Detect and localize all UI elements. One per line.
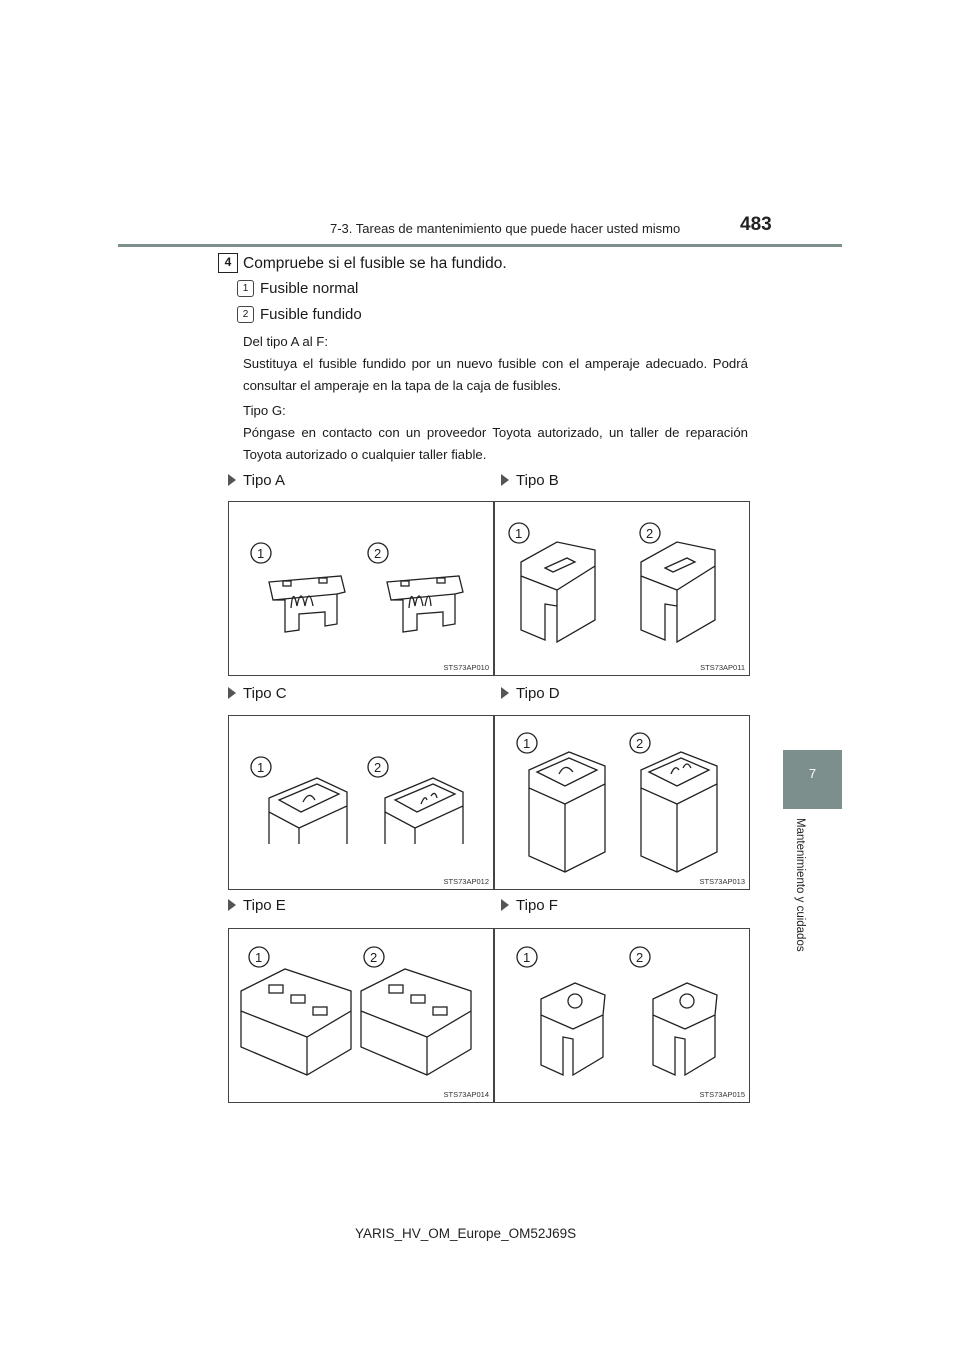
- svg-text:2: 2: [646, 526, 654, 541]
- figure-type-f: [494, 928, 750, 1103]
- figure-code: STS73AP012: [443, 877, 489, 886]
- legend-number-2: 2: [237, 306, 254, 323]
- fuse-type-e-illustration: [229, 929, 493, 1102]
- figure-type-b: [494, 501, 750, 676]
- fuse-type-c-illustration: [229, 716, 493, 889]
- legend-number-1: 1: [237, 280, 254, 297]
- svg-text:1: 1: [523, 736, 531, 751]
- arrow-right-icon: [501, 899, 509, 911]
- svg-text:1: 1: [515, 526, 523, 541]
- arrow-right-icon: [228, 474, 236, 486]
- svg-text:2: 2: [374, 546, 382, 561]
- fuse-type-a-illustration: [229, 502, 493, 675]
- fuse-type-f-illustration: [495, 929, 749, 1102]
- step-number-badge: 4: [218, 253, 238, 273]
- legend-label-blown: Fusible fundido: [260, 306, 362, 323]
- figure-code: STS73AP011: [700, 663, 745, 672]
- arrow-right-icon: [228, 899, 236, 911]
- svg-text:1: 1: [255, 950, 263, 965]
- fuse-type-b-illustration: [495, 502, 749, 675]
- svg-text:2: 2: [370, 950, 378, 965]
- type-a-label: Tipo A: [228, 472, 285, 489]
- chapter-tab: 7: [783, 750, 842, 809]
- arrow-right-icon: [501, 474, 509, 486]
- instruction-heading-g: Tipo G:: [243, 403, 286, 418]
- chapter-title: Mantenimiento y cuidados: [794, 818, 806, 952]
- figure-code: STS73AP010: [443, 663, 489, 672]
- document-code: YARIS_HV_OM_Europe_OM52J69S: [355, 1226, 577, 1241]
- legend-label-normal: Fusible normal: [260, 280, 359, 297]
- figure-code: STS73AP015: [699, 1090, 745, 1099]
- header-divider: [118, 244, 842, 247]
- instruction-heading-a-f: Del tipo A al F:: [243, 334, 329, 349]
- figure-code: STS73AP014: [443, 1090, 489, 1099]
- step-heading: Compruebe si el fusible se ha fundido.: [243, 255, 507, 272]
- figure-code: STS73AP013: [699, 877, 745, 886]
- svg-text:1: 1: [257, 760, 265, 775]
- type-c-label: Tipo C: [228, 685, 287, 702]
- figure-type-d: [494, 715, 750, 890]
- page-number: 483: [740, 214, 772, 235]
- arrow-right-icon: [228, 687, 236, 699]
- instruction-replace-fuse: Sustituya el fusible fundido por un nuevo fusible con el amperaje adecuado. Podrá consultar el amperaje en la tapa de la caja de fusibles.: [243, 356, 748, 393]
- svg-text:2: 2: [374, 760, 382, 775]
- svg-text:2: 2: [636, 736, 644, 751]
- svg-text:1: 1: [523, 950, 531, 965]
- arrow-right-icon: [501, 687, 509, 699]
- type-b-label: Tipo B: [501, 472, 559, 489]
- figure-type-c: [228, 715, 494, 890]
- svg-text:1: 1: [257, 546, 265, 561]
- instruction-contact-dealer: Póngase en contacto con un proveedor Toyota autorizado, un taller de reparación Toyota autorizado o cualquier taller fiable.: [243, 425, 748, 462]
- figure-type-a: [228, 501, 494, 676]
- type-e-label: Tipo E: [228, 897, 286, 914]
- type-d-label: Tipo D: [501, 685, 560, 702]
- type-f-label: Tipo F: [501, 897, 558, 914]
- fuse-type-d-illustration: [495, 716, 749, 889]
- svg-text:2: 2: [636, 950, 644, 965]
- figure-type-e: [228, 928, 494, 1103]
- section-title: 7-3. Tareas de mantenimiento que puede hacer usted mismo: [330, 221, 681, 236]
